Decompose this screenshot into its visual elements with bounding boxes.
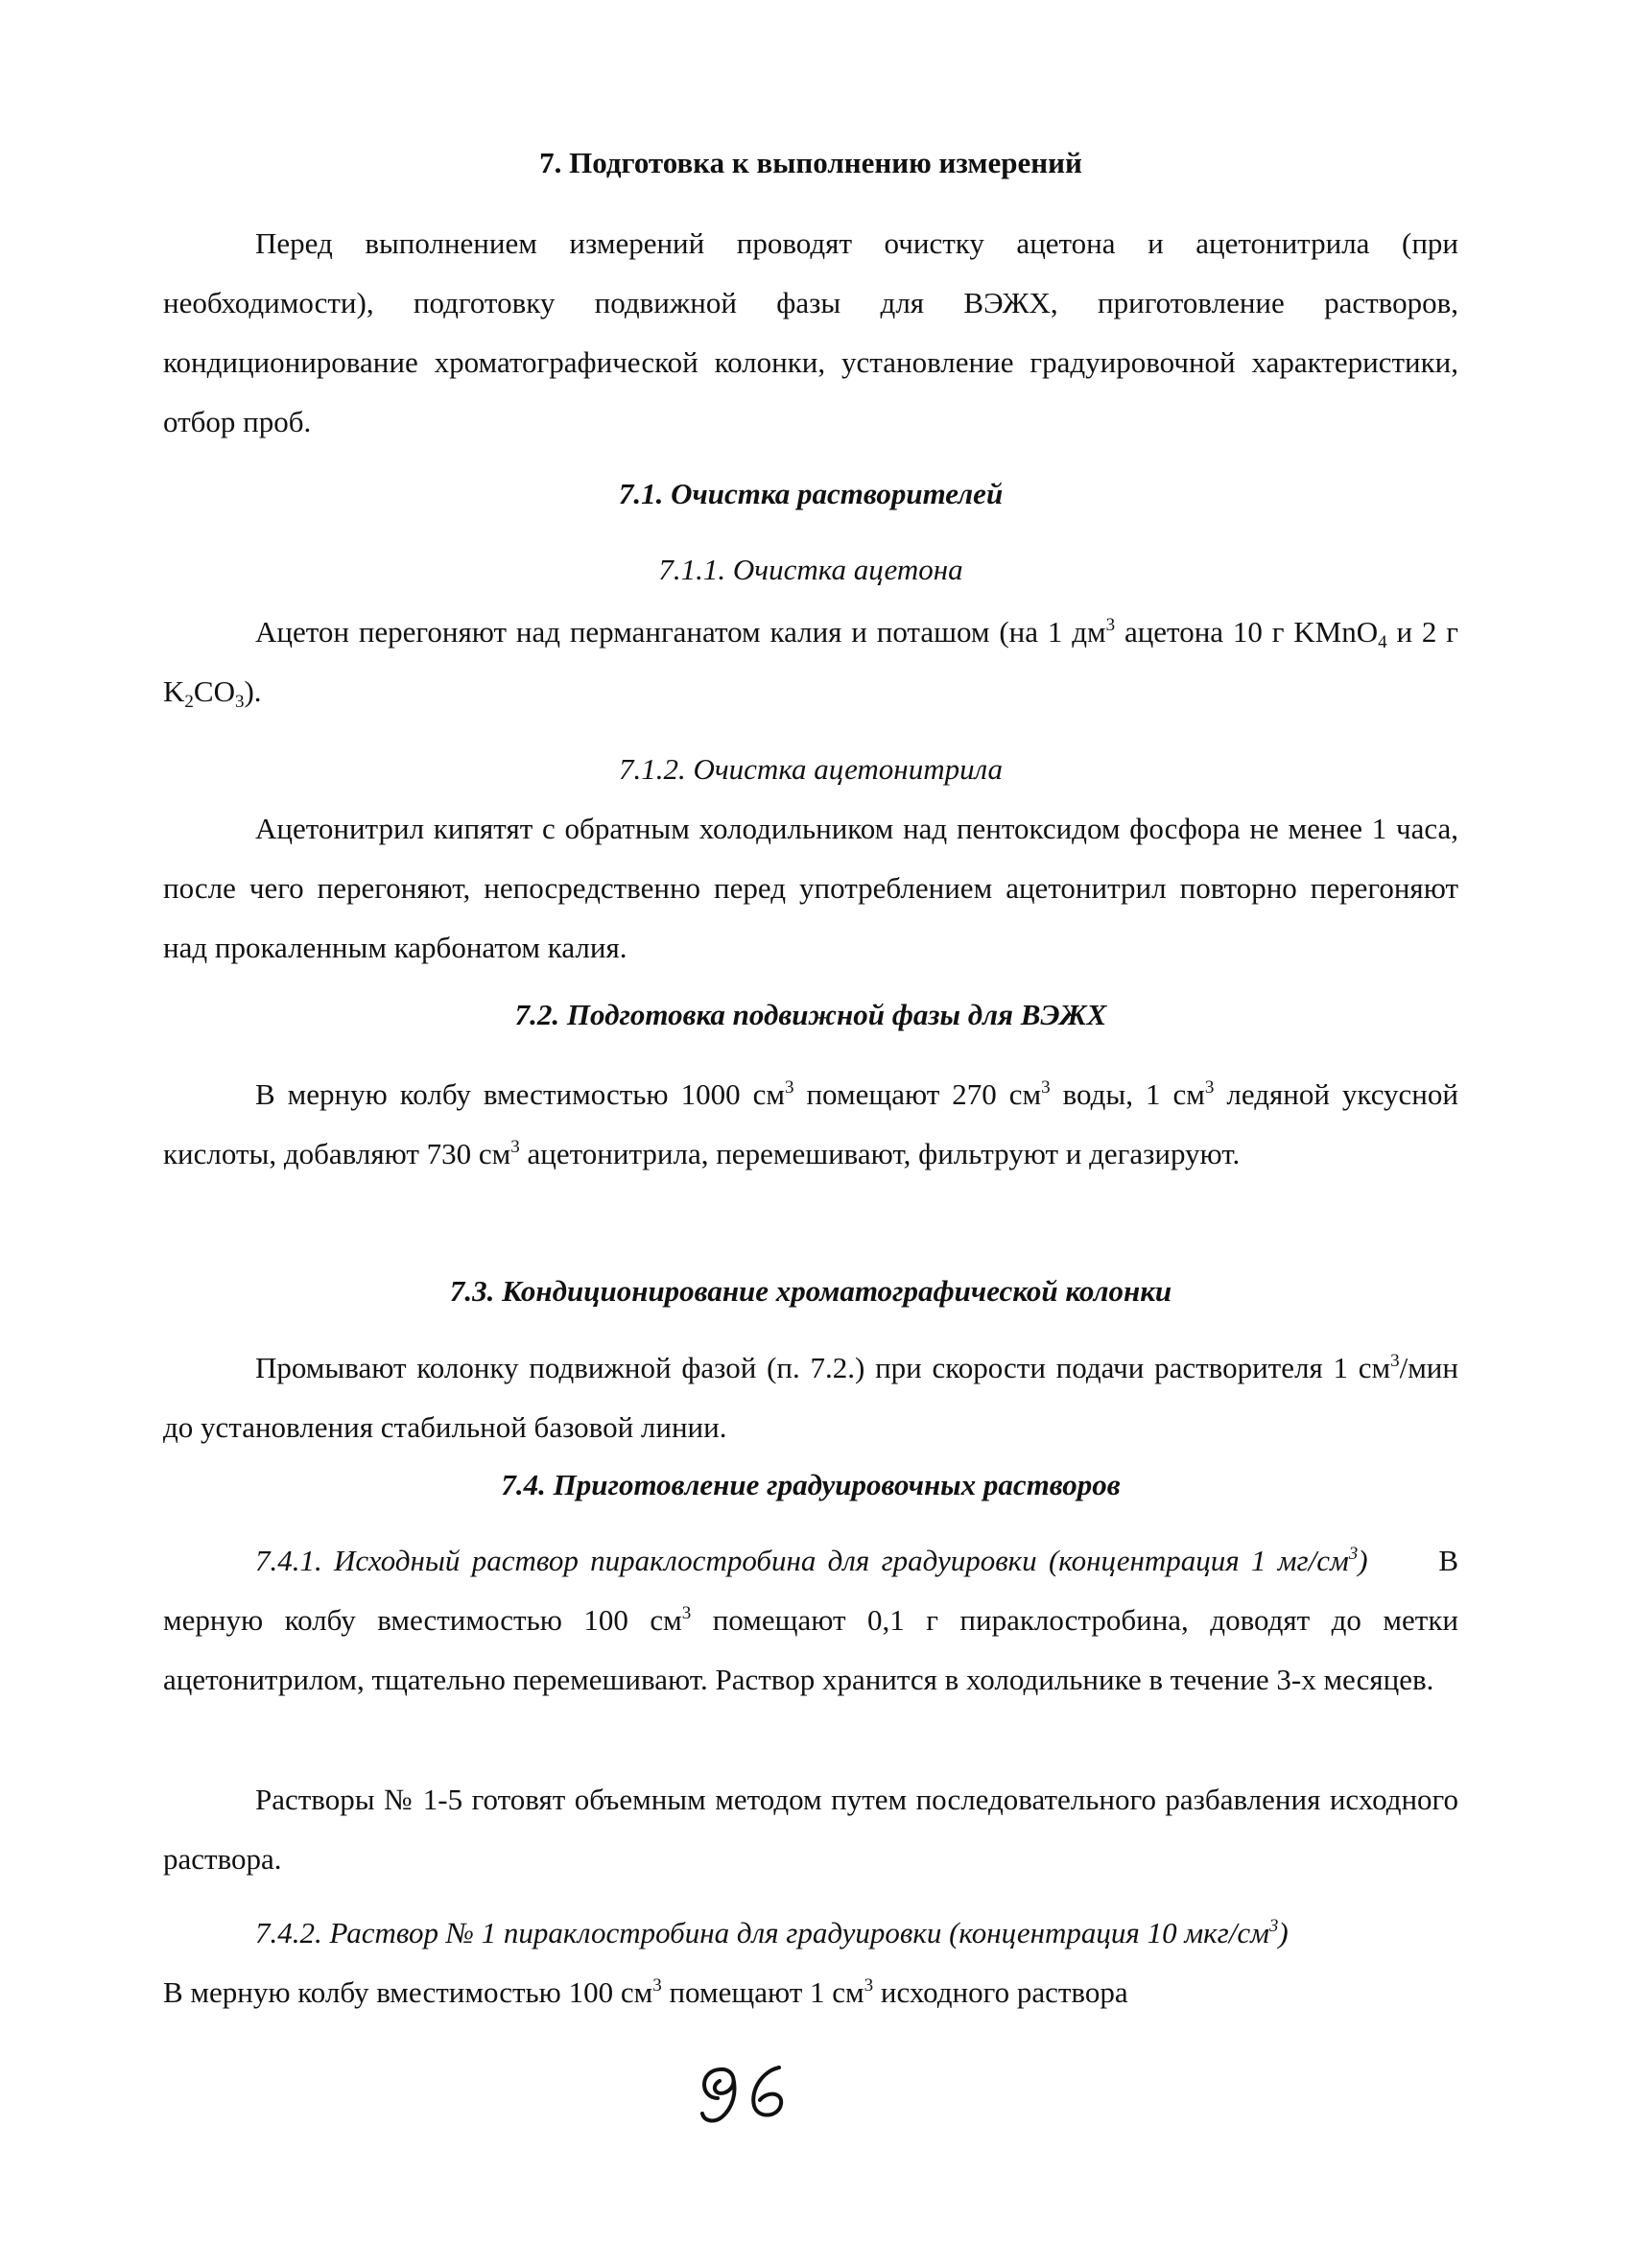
section-7-1-1-text [163,602,1458,721]
section-7-1-2-text: Ацетонитрил кипятят с обратным холодильником над пентоксидом фосфора не менее 1 часа, после чего перегоняют, непосредственно перед употреблением ацетонитрил повторно перегоняют над прокаленным карбонатом калия. [163,812,1458,964]
section-7-1-2-title: 7.1.2. Очистка ацетонитрила [619,752,1003,786]
section-7-2-text [163,1065,1458,1184]
solutions-note: Растворы № 1-5 готовят объемным методом путем последовательного разбавления исходного раствора. [163,1783,1458,1876]
superscript: 3 [681,1603,692,1623]
superscript: 3 [1390,1351,1400,1371]
superscript: 3 [784,1077,794,1098]
text-part: помещают 270 см [793,1077,1042,1111]
handwritten-page-number [691,2058,806,2125]
text-part: ). [244,674,262,708]
text-part: В мерную колбу вместимостью 1000 см [255,1077,785,1111]
text-part: 7.4.1. Исходный раствор пираклостробина для градуировки (концентрация 1 мг/см [255,1544,1349,1577]
section-7-2-title: 7.2. Подготовка подвижной фазы для ВЭЖХ [514,998,1107,1031]
text-part: В мерную колбу вместимостью 100 см [163,1544,1459,1637]
subscript: 4 [1378,632,1387,652]
section-7-4-title: 7.4. Приготовление градуировочных растворов [501,1468,1121,1501]
superscript: 3 [1041,1077,1051,1098]
section-7-4-1-text [163,1531,1458,1710]
superscript: 3 [1268,1916,1279,1936]
page-number-stroke-9 [702,2069,735,2121]
section-7-4-2-text [163,1903,1458,2022]
superscript: 3 [1348,1544,1359,1564]
superscript: 3 [652,1975,662,1996]
text-part: помещают 1 см [661,1975,864,2009]
superscript: 3 [1105,615,1116,635]
text-part: ) [1278,1916,1289,1949]
text-part: ) [1358,1544,1368,1577]
text-part: 7.4.2. Раствор № 1 пираклостробина для градуировки (концентрация 10 мкг/см [255,1916,1269,1949]
section-7-3-title: 7.3. Кондиционирование хроматографической колонки [449,1274,1172,1308]
section-7-4-1-title [255,1544,1368,1577]
text-part: ацетона 10 г KMnO [1115,615,1379,649]
subscript: 3 [234,692,245,712]
superscript: 3 [510,1137,520,1157]
superscript: 3 [1204,1077,1215,1098]
text-part: Ацетон перегоняют над перманганатом калия и поташом (на 1 дм [255,615,1106,649]
text-part: Промывают колонку подвижной фазой (п. 7.2.) при скорости подачи растворителя 1 см [255,1351,1391,1384]
text-part: CO [193,674,235,708]
page-number-stroke-6 [753,2067,781,2115]
section-heading: 7. Подготовка к выполнению измерений [539,146,1082,179]
text-part: и 2 г K [163,615,1458,708]
subscript: 2 [184,692,194,712]
text-part: ацетонитрила, перемешивают, фильтруют и дегазируют. [519,1137,1241,1170]
superscript: 3 [864,1975,874,1996]
section-7-3-text [163,1338,1458,1457]
text-part: /мин до установления стабильной базовой линии. [163,1351,1458,1444]
section-7-1-title: 7.1. Очистка растворителей [618,477,1004,510]
text-part: исходного раствора [873,1975,1128,2009]
text-part: В мерную колбу вместимостью 100 см [163,1975,653,2009]
intro-paragraph: Перед выполнением измерений проводят очистку ацетона и ацетонитрила (при необходимости), подготовку подвижной фазы для ВЭЖХ, приготовление растворов, кондиционирование хроматографической колонки, установление градуировочной характеристики, отбор проб. [163,226,1458,438]
section-7-4-2-title [255,1916,1289,1949]
section-7-1-1-title: 7.1.1. Очистка ацетона [658,553,963,586]
text-part: помещают 0,1 г пираклостробина, доводят до метки ацетонитрилом, тщательно перемешивают. Раствор хранится в холодильнике в течение 3-х месяцев. [163,1603,1458,1696]
text-part: ледяной уксусной кислоты, добавляют 730 см [163,1077,1458,1170]
text-part: воды, 1 см [1050,1077,1205,1111]
